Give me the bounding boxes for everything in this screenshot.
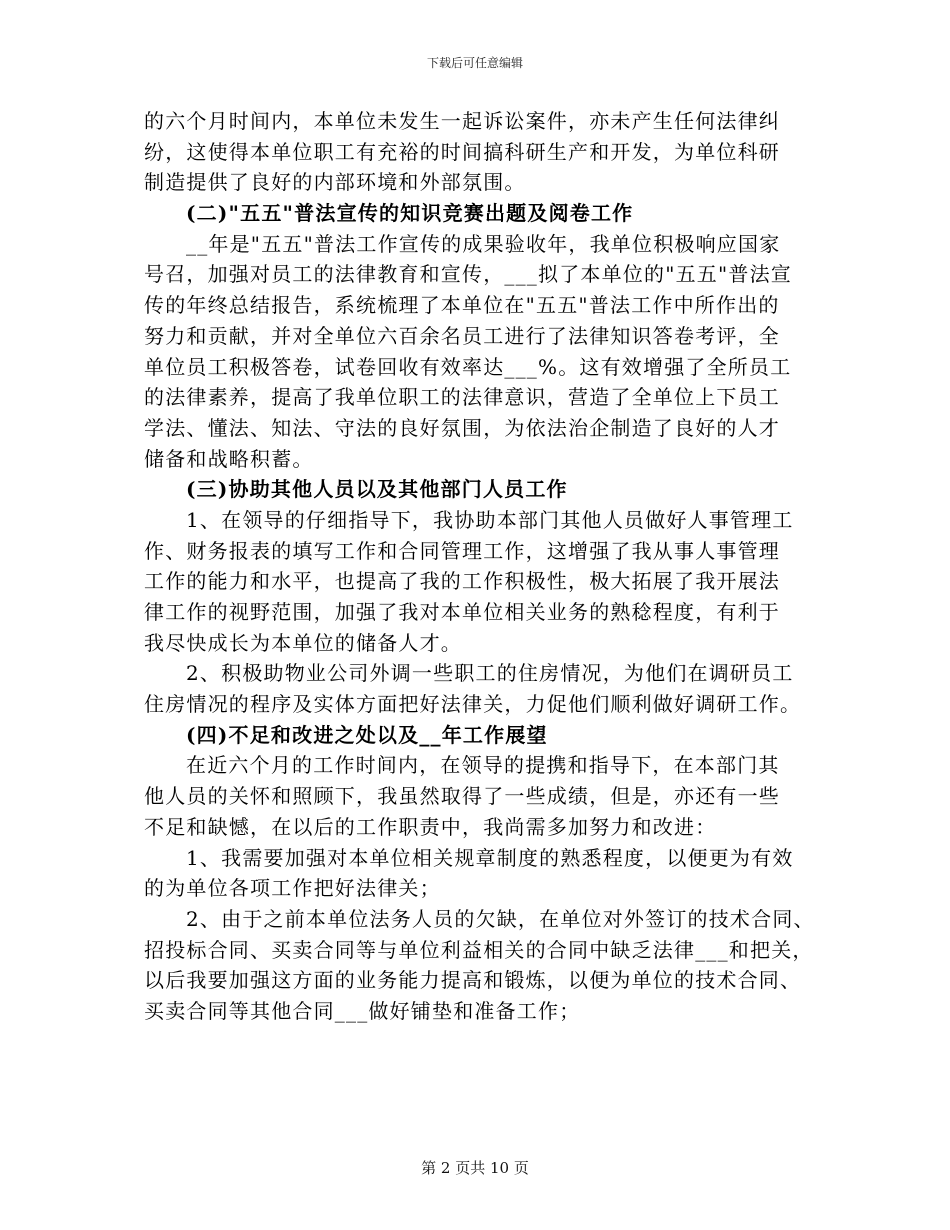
text-line: 在近六个月的工作时间内，在领导的提携和指导下，在本部门其 xyxy=(186,753,780,778)
text-line: 以后我要加强这方面的业务能力提高和锻炼，以便为单位的技术合同、 xyxy=(144,968,802,993)
text-line: 作、财务报表的填写工作和合同管理工作，这增强了我从事人事管理 xyxy=(144,538,780,563)
text-line: 的六个月时间内，本单位未发生一起诉讼案件，亦未产生任何法律纠 xyxy=(144,109,780,133)
text-line: 2、积极助物业公司外调一些职工的住房情况，为他们在调研员工 xyxy=(186,661,794,686)
text-line: 招投标合同、买卖合同等与单位利益相关的合同中缺乏法律___和把关， xyxy=(144,937,814,962)
text-line: 2、由于之前本单位法务人员的欠缺，在单位对外签订的技术合同、 xyxy=(186,906,815,931)
text-line: 1、在领导的仔细指导下，我协助本部门其他人员做好人事管理工 xyxy=(186,507,794,532)
text-line: __年是"五五"普法工作宣传的成果验收年，我单位积极响应国家 xyxy=(186,231,781,256)
section-heading: (二)"五五"普法宣传的知识竞赛出题及阅卷工作 xyxy=(186,201,634,226)
text-line: 学法、懂法、知法、守法的良好氛围，为依法治企制造了良好的人才 xyxy=(144,415,780,440)
text-line: 制造提供了良好的内部环境和外部氛围。 xyxy=(144,170,526,195)
text-line: 的法律素养，提高了我单位职工的法律意识，营造了全单位上下员工 xyxy=(144,385,780,410)
section-heading: (三)协助其他人员以及其他部门人员工作 xyxy=(186,477,568,502)
text-line: 律工作的视野范围，加强了我对本单位相关业务的熟稔程度，有利于 xyxy=(144,600,780,624)
section-heading: (四)不足和改进之处以及__年工作展望 xyxy=(186,722,548,747)
text-line: 储备和战略积蓄。 xyxy=(144,446,314,471)
text-line: 努力和贡献，并对全单位六百余名员工进行了法律知识答卷考评，全 xyxy=(144,323,780,348)
page-header: 下载后可任意编辑 xyxy=(426,56,523,70)
text-line: 传的年终总结报告，系统梳理了本单位在"五五"普法工作中所作出的 xyxy=(144,293,780,318)
text-line: 单位员工积极答卷，试卷回收有效率达___%。这有效增强了全所员工 xyxy=(144,354,792,379)
text-line: 不足和缺憾，在以后的工作职责中，我尚需多加努力和改进： xyxy=(144,814,717,839)
text-line: 纷，这使得本单位职工有充裕的时间搞科研生产和开发，为单位科研 xyxy=(144,139,780,164)
text-line: 号召，加强对员工的法律教育和宣传，___拟了本单位的"五五"普法宣 xyxy=(144,262,792,287)
text-line: 我尽快成长为本单位的储备人才。 xyxy=(144,630,462,655)
document-body xyxy=(144,106,824,1027)
text-line: 的为单位各项工作把好法律关； xyxy=(144,876,441,901)
page-footer: 第 2 页共 10 页 xyxy=(421,1159,529,1177)
text-line: 住房情况的程序及实体方面把好法律关，力促他们顺利做好调研工作。 xyxy=(144,692,802,717)
text-line: 买卖合同等其他合同___做好铺垫和准备工作； xyxy=(144,998,581,1023)
text-line: 1、我需要加强对本单位相关规章制度的熟悉程度，以便更为有效 xyxy=(186,845,794,870)
text-line: 他人员的关怀和照顾下，我虽然取得了一些成绩，但是，亦还有一些 xyxy=(144,784,780,809)
text-line: 工作的能力和水平，也提高了我的工作积极性，极大拓展了我开展法 xyxy=(144,569,780,594)
